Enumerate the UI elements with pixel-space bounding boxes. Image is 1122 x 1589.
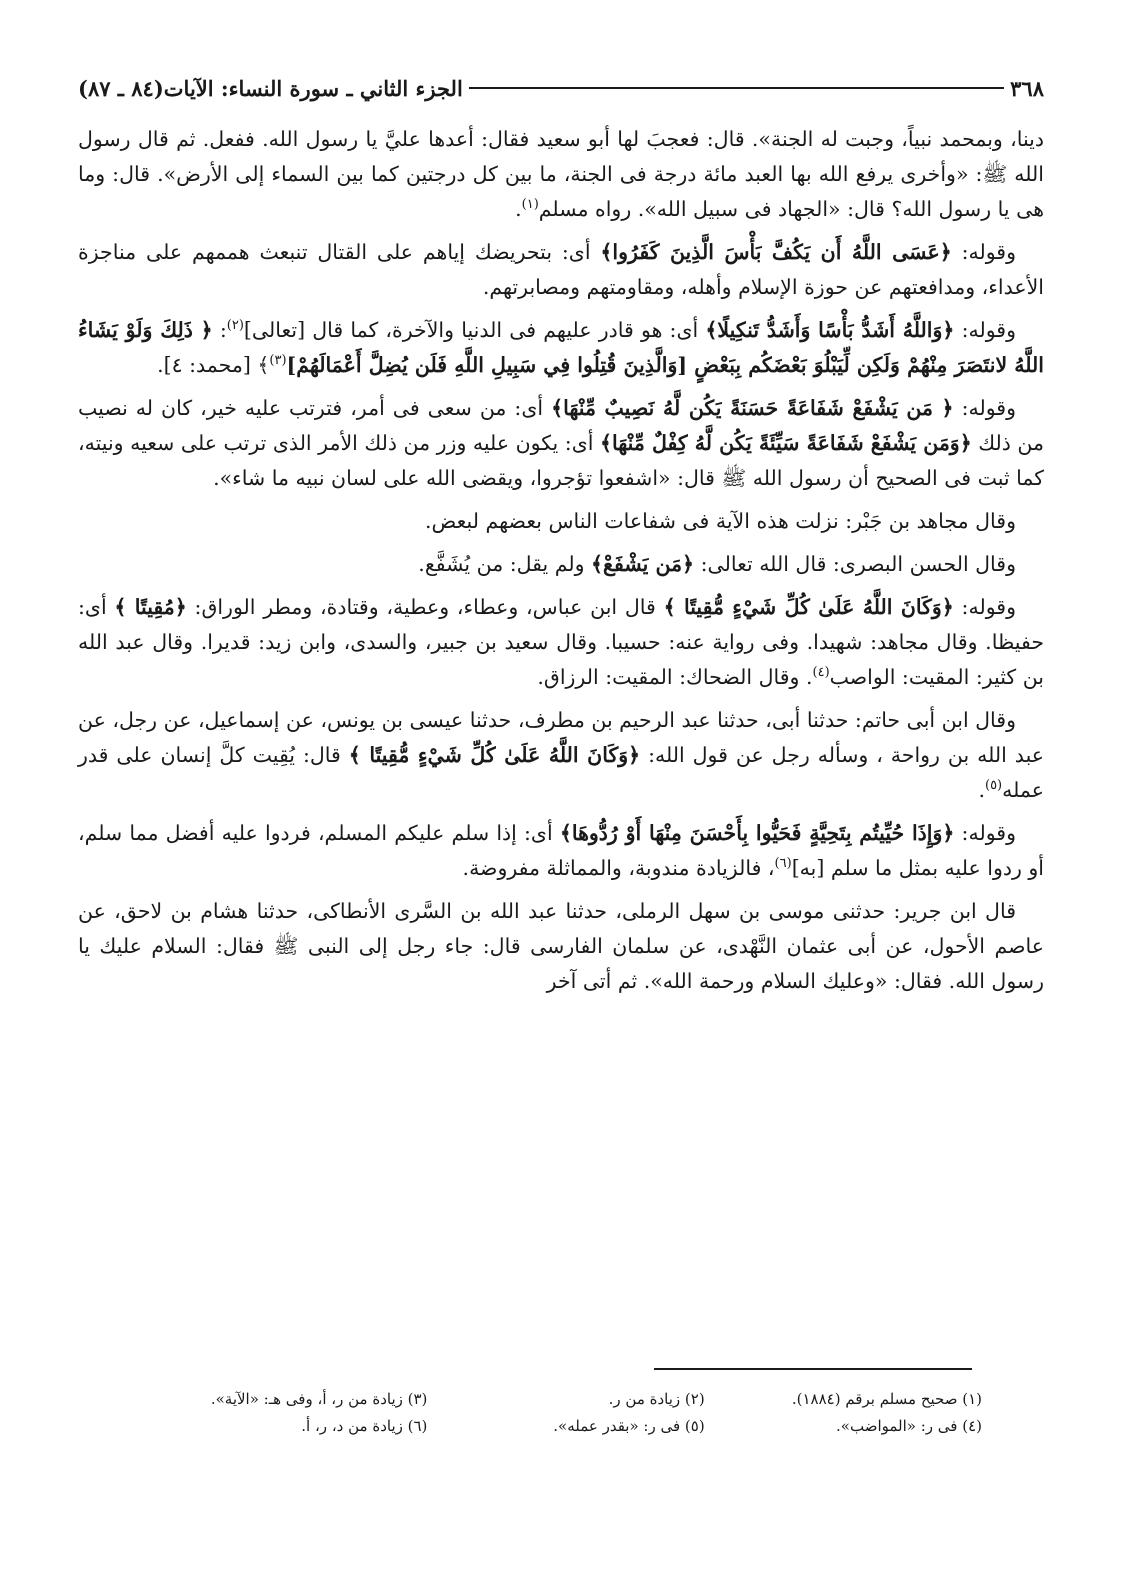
quran-quote: ﴿وَكَانَ اللَّهُ عَلَىٰ كُلِّ شَيْءٍ مُّقِيتًا ﴾ [348, 743, 641, 767]
footnote: (٤) فى ر: «المواضب». [836, 1417, 982, 1435]
page-number: ٣٦٨ [1010, 75, 1044, 101]
footnote-separator [654, 1368, 972, 1370]
quran-quote: ﴿ مَن يَشْفَعْ شَفَاعَةً حَسَنَةً يَكُن لَّهُ نَصِيبٌ مِّنْهَا﴾ [551, 396, 954, 420]
footnote-ref: (٣) [269, 353, 287, 369]
paragraph [78, 590, 1044, 695]
paragraph [78, 894, 1044, 999]
footnote: (٢) زيادة من ر. [608, 1390, 705, 1408]
text-run: وقوله: [953, 595, 1016, 619]
text-run: أى: بتحريضك إياهم على القتال تنبعث هممهم على مناجزة الأعداء، ومدافعتهم عن حوزة الإسلام وأهله، ومقاومتهم ومصابرتهم. [78, 240, 1044, 299]
quran-quote: ﴿عَسَى اللَّهُ أَن يَكُفَّ بَأْسَ الَّذِينَ كَفَرُوا﴾ [600, 240, 952, 264]
text-run: أى: حفيظا. وقال مجاهد: شهيدا. وفى رواية عنه: حسيبا. وقال سعيد بن جبير، والسدى، وابن زيد: قديرا. وقال عبد الله بن كثير: المقيت: الواصب [78, 595, 1044, 689]
quran-quote: ﴿ ذَلِكَ وَلَوْ يَشَاءُ اللَّهُ لانتَصَرَ مِنْهُمْ وَلَكِن لِّيَبْلُوَ بَعْضَكُم بِبَعْضٍ [وَالَّذِينَ قُتِلُوا فِي سَبِيلِ اللَّهِ فَلَن يُضِلَّ أَعْمَالَهُمْ] [78, 318, 1044, 377]
text-run: . وقال الضحاك: المقيت: الرزاق. [537, 665, 813, 689]
footnotes [150, 1386, 982, 1440]
text-run: . [978, 778, 985, 802]
text-run: قال ابن عباس، وعطاء، وعطية، وقتادة، ومطر الوراق: [186, 595, 664, 619]
text-run: : [212, 318, 227, 342]
text-run: وقال مجاهد بن جَبْر: نزلت هذه الآية فى شفاعات الناس بعضهم لبعض. [425, 509, 1016, 533]
footnote-ref: (٤) [812, 665, 830, 681]
paragraph [78, 313, 1044, 383]
footnote-ref: (٥) [984, 778, 1003, 794]
quran-quote: ﴿مُقِيتًا ﴾ [114, 595, 187, 619]
text-run: وقوله: [953, 396, 1017, 420]
paragraph [78, 703, 1044, 808]
text-run: وقال ابن أبى حاتم: حدثنا أبى، حدثنا عبد الرحيم بن مطرف، حدثنا عيسى بن يونس، عن إسماعيل، عن رجل، عن عبد الله بن رواحة ، وسأله رجل عن قول الله: [78, 708, 1044, 767]
text-run: وقوله: [951, 240, 1017, 264]
text-run: أى: هو قادر عليهم فى الدنيا والآخرة، كما قال [تعالى] [243, 318, 706, 342]
running-header [78, 70, 1044, 106]
footnote-ref: (١) [521, 197, 539, 213]
text-run: . [515, 197, 522, 221]
footnote-row [150, 1413, 982, 1440]
paragraph [78, 235, 1044, 305]
text-run: ، فالزيادة مندوبة، والمماثلة مفروضة. [462, 856, 775, 880]
footnote-ref: (٦) [774, 856, 792, 872]
quran-quote: ﴿وَمَن يَشْفَعْ شَفَاعَةً سَيِّئَةً يَكُن لَّهُ كِفْلٌ مِّنْهَا﴾ [599, 431, 972, 455]
quran-quote: ﴿مَن يَشْفَعْ﴾ [591, 552, 695, 576]
text-run: ﴾ [محمد: ٤]. [157, 353, 270, 377]
paragraph [78, 391, 1044, 496]
paragraph [78, 816, 1044, 886]
paragraph [78, 547, 1044, 582]
text-run: أى: يكون عليه وزر من ذلك الأمر الذى ترتب على سعيه ونيته، كما ثبت فى الصحيح أن رسول الله ﷺ قال: «اشفعوا تؤجروا، ويقضى الله على لسان نبيه ما شاء». [78, 431, 1044, 490]
footnote-ref: (٢) [226, 318, 244, 334]
text-run: وقال الحسن البصرى: قال الله تعالى: [694, 552, 1016, 576]
text-run: دينا، وبمحمد نبياً، وجبت له الجنة». قال: فعجبَ لها أبو سعيد فقال: أعدها عليَّ يا رسول الله. ففعل. ثم قال رسول الله ﷺ: «وأخرى يرفع الله بها العبد مائة درجة فى الجنة، ما بين كل درجتين كما بين السماء إلى الأرض». قال: وما هى يا رسول الله؟ قال: «الجهاد فى سبيل الله». رواه مسلم [78, 127, 1044, 221]
quran-quote: ﴿وَإِذَا حُيِّيتُم بِتَحِيَّةٍ فَحَيُّوا بِأَحْسَنَ مِنْهَا أَوْ رُدُّوهَا﴾ [559, 821, 955, 845]
paragraph [78, 504, 1044, 539]
footnote: (٣) زيادة من ر، أ، وفى هـ: «الآية». [210, 1390, 428, 1408]
quran-quote: ﴿وَكَانَ اللَّهُ عَلَىٰ كُلِّ شَيْءٍ مُّقِيتًا ﴾ [663, 595, 954, 619]
text-run: قال ابن جرير: حدثنى موسى بن سهل الرملى، حدثنا عبد الله بن السَّرى الأنطاكى، حدثنا هشام بن لاحق، عن عاصم الأحول، عن أبى عثمان النَّهْدى، عن سلمان الفارسى قال: جاء رجل إلى النبى ﷺ فقال: السلام عليك يا رسول الله. فقال: «وعليك السلام ورحمة الله». ثم أتى آخر [78, 899, 1044, 993]
text-run: وقوله: [954, 318, 1016, 342]
main-text [78, 122, 1044, 1007]
text-run: ولم يقل: من يُشَفَّع. [418, 552, 592, 576]
text-run: وقوله: [954, 821, 1016, 845]
footnote: (٥) فى ر: «بقدر عمله». [553, 1417, 705, 1435]
text-run: أى: إذا سلم عليكم المسلم، فردوا عليه أفضل مما سلم، أو ردوا عليه بمثل ما سلم [به] [78, 821, 1044, 880]
running-title: الجزء الثاني ـ سورة النساء: الآيات(٨٤ ـ ٨٧) [78, 75, 463, 101]
footnote: (١) صحيح مسلم برقم (١٨٨٤). [791, 1390, 982, 1408]
header-rule [469, 87, 1004, 89]
paragraph [78, 122, 1044, 227]
footnote-row [150, 1386, 982, 1413]
quran-quote: ﴿وَاللَّهُ أَشَدُّ بَأْسًا وَأَشَدُّ تَنكِيلًا﴾ [705, 318, 955, 342]
text-run: قال: يُقِيت كلَّ إنسان على قدر عمله [78, 743, 1044, 802]
text-run: أى: من سعى فى أمر، فترتب عليه خير، كان له نصيب من ذلك [78, 396, 1045, 455]
footnote: (٦) زيادة من د، ر، أ. [301, 1417, 428, 1435]
